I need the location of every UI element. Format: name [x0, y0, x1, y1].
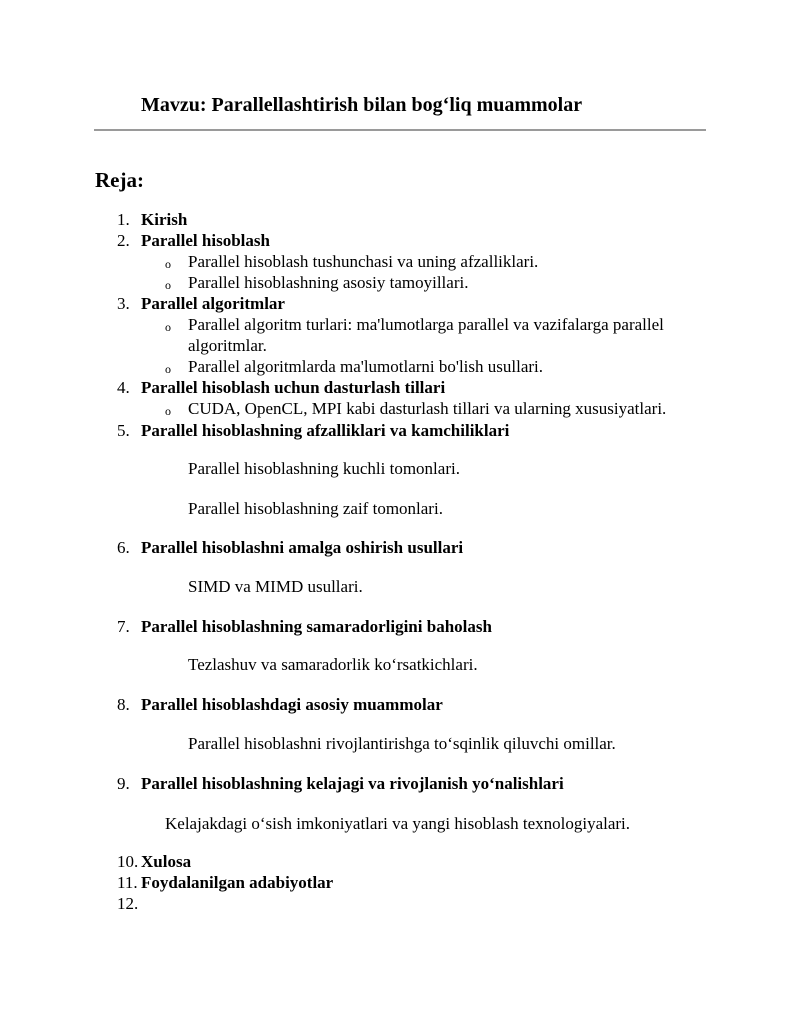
item-number: 10.	[117, 852, 139, 871]
item-number: 8.	[117, 695, 130, 714]
bullet-icon: o	[165, 278, 171, 292]
paragraph: SIMD va MIMD usullari.	[188, 577, 363, 596]
item-heading: Parallel algoritmlar	[141, 294, 285, 313]
plan-heading: Reja:	[95, 168, 144, 192]
item-heading: Parallel hisoblashni amalga oshirish usullari	[141, 538, 464, 557]
paragraph: Tezlashuv va samaradorlik ko‘rsatkichlari.	[188, 655, 478, 674]
paragraph: Parallel hisoblashning kuchli tomonlari.	[188, 459, 460, 478]
item-heading: Parallel hisoblashdagi asosiy muammolar	[141, 695, 443, 714]
bullet-icon: o	[165, 362, 171, 376]
item-number: 4.	[117, 378, 130, 397]
item-number: 5.	[117, 421, 130, 440]
item-number: 3.	[117, 294, 130, 313]
item-heading: Xulosa	[141, 852, 192, 871]
sub-item: Parallel algoritmlarda ma'lumotlarni bo'lish usullari.	[188, 357, 544, 376]
item-number: 2.	[117, 231, 130, 250]
page-title: Mavzu: Parallellashtirish bilan bog‘liq muammolar	[141, 94, 583, 116]
item-number: 12.	[117, 894, 139, 913]
sub-item: Parallel algoritm turlari: ma'lumotlarga parallel va vazifalarga parallel algoritmlar.	[188, 315, 664, 355]
item-heading: Parallel hisoblashning afzalliklari va kamchiliklari	[141, 421, 510, 440]
item-number: 7.	[117, 617, 130, 636]
bullet-icon: o	[165, 404, 171, 418]
paragraph: Kelajakdagi o‘sish imkoniyatlari va yangi hisoblash texnologiyalari.	[165, 814, 631, 833]
paragraph: Parallel hisoblashning zaif tomonlari.	[188, 499, 443, 518]
item-heading: Parallel hisoblash	[141, 231, 270, 250]
item-heading: Parallel hisoblashning kelajagi va rivojlanish yo‘nalishlari	[141, 774, 564, 793]
bullet-icon: o	[165, 320, 171, 334]
item-heading: Kirish	[141, 210, 188, 229]
item-heading: Parallel hisoblashning samaradorligini baholash	[141, 617, 492, 636]
title-divider	[94, 129, 706, 131]
bullet-icon: o	[165, 257, 171, 271]
item-number: 9.	[117, 774, 130, 793]
item-heading: Foydalanilgan adabiyotlar	[141, 873, 334, 892]
item-number: 11.	[117, 873, 138, 892]
sub-item: Parallel hisoblashning asosiy tamoyillari.	[188, 273, 469, 292]
item-heading: Parallel hisoblash uchun dasturlash tillari	[141, 378, 446, 397]
item-number: 6.	[117, 538, 130, 557]
paragraph: Parallel hisoblashni rivojlantirishga to‘sqinlik qiluvchi omillar.	[188, 734, 616, 753]
sub-item: CUDA, OpenCL, MPI kabi dasturlash tillari va ularning xususiyatlari.	[188, 399, 667, 418]
item-number: 1.	[117, 210, 130, 229]
sub-item: Parallel hisoblash tushunchasi va uning afzalliklari.	[188, 252, 539, 271]
